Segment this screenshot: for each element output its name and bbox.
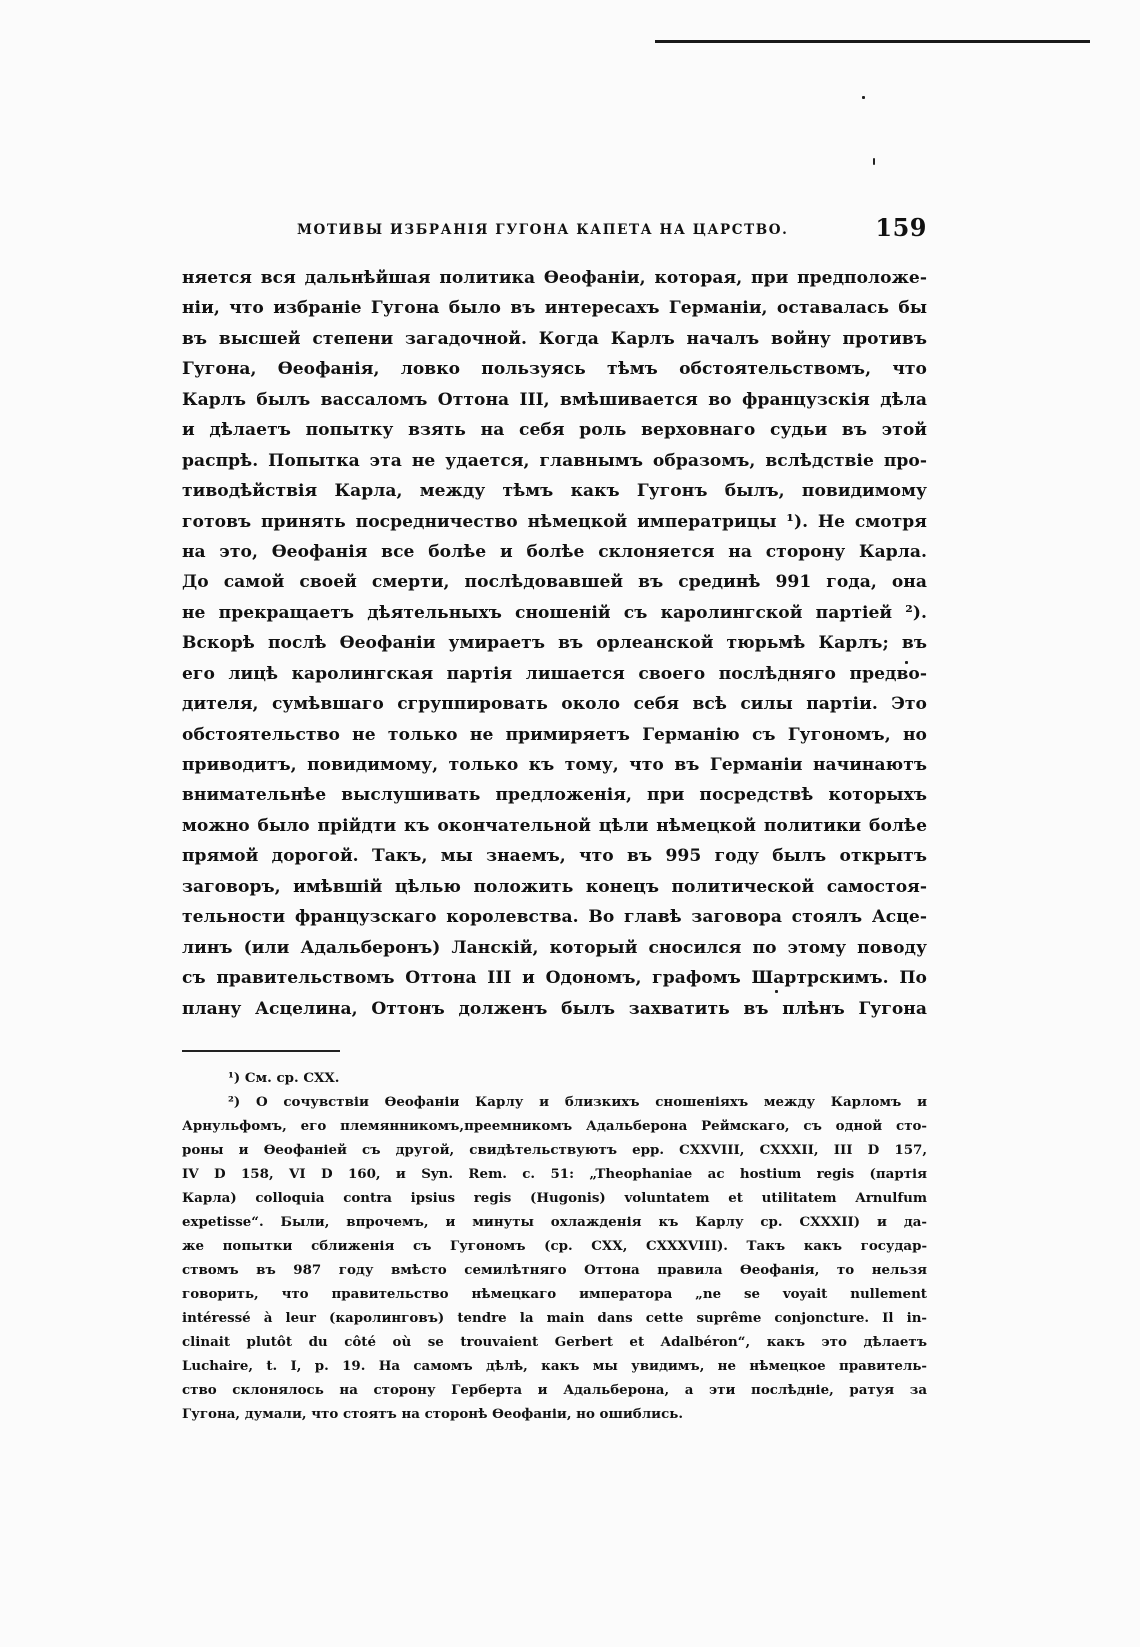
body-text: [182, 263, 927, 1024]
footnote-2: ²) О сочувствіи Ѳеофаніи Карлу и близкихъ сношеніяхъ между Карломъ и: [228, 1093, 927, 1110]
body-line: До самой своей смерти, послѣдовавшей въ срединѣ 991 года, она: [182, 572, 927, 593]
top-rule: [655, 40, 1090, 43]
footnote-line: Гугона, думали, что стоятъ на сторонѣ Ѳеофаніи, но ошиблись.: [182, 1405, 684, 1422]
body-line: обстоятельство не только не примиряетъ Германію съ Гугономъ, но: [182, 724, 927, 745]
footnote-line: Арнульфомъ, его племянникомъ,преемникомъ Адальберона Реймскаго, съ одной сто-: [182, 1117, 927, 1134]
body-line: приводитъ, повидимому, только къ тому, что въ Германіи начинаютъ: [182, 755, 927, 775]
body-line: Вскорѣ послѣ Ѳеофаніи умираетъ въ орлеанской тюрьмѣ Карлъ; въ: [182, 633, 927, 654]
body-line: распрѣ. Попытка эта не удается, главнымъ образомъ, вслѣдствіе про-: [182, 450, 927, 471]
body-line: тиводѣйствія Карла, между тѣмъ какъ Гугонъ былъ, повидимому: [182, 481, 927, 502]
body-line: заговоръ, имѣвшій цѣлью положить конецъ политической самостоя-: [182, 876, 927, 897]
body-line: прямой дорогой. Такъ, мы знаемъ, что въ 995 году былъ открытъ: [182, 846, 927, 867]
body-line: съ правительствомъ Оттона III и Одономъ, графомъ Шартрскимъ. По: [182, 968, 927, 989]
body-line: его лицѣ каролингская партія лишается своего послѣдняго предво-: [182, 663, 927, 684]
footnote-line: Luchaire, t. I, p. 19. На самомъ дѣлѣ, какъ мы увидимъ, не нѣмецкое правитель-: [182, 1357, 927, 1374]
body-line: плану Асцелина, Оттонъ долженъ былъ захватить въ плѣнъ Гугона: [182, 998, 927, 1019]
body-line: въ высшей степени загадочной. Когда Карлъ началъ войну противъ: [182, 328, 927, 349]
body-line: тельности французскаго королевства. Во главѣ заговора стоялъ Асце-: [182, 907, 927, 928]
body-line: не прекращаетъ дѣятельныхъ сношеній съ каролингской партіей ²).: [182, 602, 927, 623]
footnote-line: intéressé à leur (каролинговъ) tendre la main dans cette suprême conjoncture. Il in-: [182, 1309, 927, 1326]
footnote-line: clinait plutôt du côté où se trouvaient Gerbert et Adalbéron“, какъ это дѣлаетъ: [182, 1333, 927, 1350]
body-line: внимательнѣе выслушивать предложенія, при посредствѣ которыхъ: [182, 785, 927, 806]
footnote-line: Карла) colloquia contra ipsius regis (Hugonis) voluntatem et utilitatem Arnulfum: [182, 1189, 927, 1206]
running-head: МОТИВЫ ИЗБРАНІЯ ГУГОНА КАПЕТА НА ЦАРСТВО.: [297, 222, 789, 238]
scan-speck: [873, 158, 875, 165]
footnote-line: expetisse“. Были, впрочемъ, и минуты охлажденія къ Карлу ср. CXXXII) и да-: [182, 1213, 927, 1230]
footnote-separator: [182, 1050, 340, 1052]
footnote-line: говорить, что правительство нѣмецкаго императора „ne se voyait nullement: [182, 1285, 927, 1302]
body-line: и дѣлаетъ попытку взять на себя роль верховнаго судьи въ этой: [182, 420, 927, 441]
body-line: можно было прійдти къ окончательной цѣли нѣмецкой политики болѣе: [182, 815, 927, 836]
footnotes: [182, 1066, 927, 1426]
footnote-1: ¹) См. ср. CXX.: [228, 1069, 340, 1086]
body-line: ніи, что избраніе Гугона было въ интересахъ Германіи, оставалась бы: [182, 298, 927, 319]
body-line: готовъ принять посредничество нѣмецкой императрицы ¹). Не смотря: [182, 511, 927, 532]
footnote-line: ствомъ въ 987 году вмѣсто семилѣтняго Оттона правила Ѳеофанія, то нельзя: [182, 1261, 927, 1278]
scan-speck: [862, 96, 865, 99]
footnote-line: же попытки сближенія съ Гугономъ (ср. CXX, CXXXVIII). Такъ какъ государ-: [182, 1237, 927, 1254]
body-line: линъ (или Адальберонъ) Ланскій, который сносился по этому поводу: [182, 937, 927, 958]
body-line: на это, Ѳеофанія все болѣе и болѣе склоняется на сторону Карла.: [182, 541, 927, 562]
footnote-line: IV D 158, VI D 160, и Syn. Rem. c. 51: „Theophaniae ac hostium regis (партія: [182, 1165, 927, 1182]
body-line: дителя, сумѣвшаго сгруппировать около себя всѣ силы партіи. Это: [182, 694, 927, 715]
body-line: Карлъ былъ вассаломъ Оттона III, вмѣшивается во французскія дѣла: [182, 389, 927, 410]
page-number: 159: [875, 213, 927, 242]
footnote-line: роны и Ѳеофаніей съ другой, свидѣтельствуютъ epp. CXXVIII, CXXXII, III D 157,: [182, 1141, 927, 1158]
body-line: няется вся дальнѣйшая политика Ѳеофаніи, которая, при предположе-: [182, 268, 927, 288]
book-page: [182, 205, 927, 1426]
page-header: [182, 205, 927, 255]
footnote-line: ство склонялось на сторону Герберта и Адальберона, а эти послѣдніе, ратуя за: [182, 1381, 927, 1398]
body-line: Гугона, Ѳеофанія, ловко пользуясь тѣмъ обстоятельствомъ, что: [182, 359, 927, 380]
